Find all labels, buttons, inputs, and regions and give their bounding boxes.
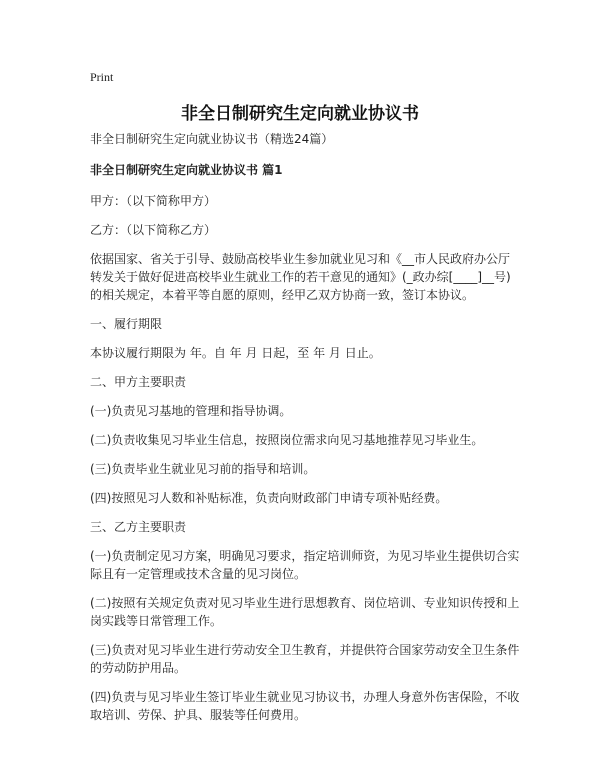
- paragraph-a-duty-2: (二)负责收集见习毕业生信息，按照岗位需求向见习基地推荐见习毕业生。: [90, 433, 484, 447]
- paragraph-party-a: 甲方：（以下简称甲方）: [90, 194, 217, 208]
- print-label[interactable]: Print: [90, 70, 114, 84]
- paragraph-b-duty-4: (四)负责与见习毕业生签订毕业生就业见习协议书，办理人身意外伤害保险，不收取培训、劳保、护具、服装等任何费用。: [90, 690, 520, 722]
- paragraph-a-duty-3: (三)负责毕业生就业见习前的指导和培训。: [90, 462, 316, 476]
- paragraph-a-duty-4: (四)按照见习人数和补贴标准，负责向财政部门申请专项补贴经费。: [90, 491, 448, 505]
- heading-party-b-duties: 三、乙方主要职责: [90, 520, 187, 534]
- document-subtitle: 非全日制研究生定向就业协议书（精选24篇）: [90, 132, 334, 146]
- document-title: 非全日制研究生定向就业协议书: [181, 104, 419, 124]
- paragraph-party-b: 乙方：（以下简称乙方）: [90, 223, 217, 237]
- paragraph-b-duty-3: (三)负责对见习毕业生进行劳动安全卫生教育，并提供符合国家劳动安全卫生条件的劳动防护用品。: [90, 643, 520, 675]
- section-heading: 非全日制研究生定向就业协议书 篇1: [90, 163, 283, 177]
- paragraph-preamble: 依据国家、省关于引导、鼓励高校毕业生参加就业见习和《__市人民政府办公厅转发关于做好促进高校毕业生就业工作的若干意见的通知》(_政办综[____]__号)的相关规定，本着平等自愿的原则，经甲乙双方协商一致，签订本协议。: [90, 252, 511, 302]
- paragraph-b-duty-2: (二)按照有关规定负责对见习毕业生进行思想教育、岗位培训、专业知识传授和上岗实践等日常管理工作。: [90, 596, 520, 628]
- paragraph-term: 本协议履行期限为 年。自 年 月 日起，至 年 月 日止。: [90, 346, 381, 360]
- paragraph-a-duty-1: (一)负责见习基地的管理和指导协调。: [90, 404, 292, 418]
- heading-party-a-duties: 二、甲方主要职责: [90, 375, 187, 389]
- paragraph-b-duty-1: (一)负责制定见习方案，明确见习要求，指定培训师资，为见习毕业生提供切合实际且有一定管理或技术含量的见习岗位。: [90, 549, 520, 581]
- document-body: [90, 130, 520, 735]
- heading-term: 一、履行期限: [90, 317, 163, 331]
